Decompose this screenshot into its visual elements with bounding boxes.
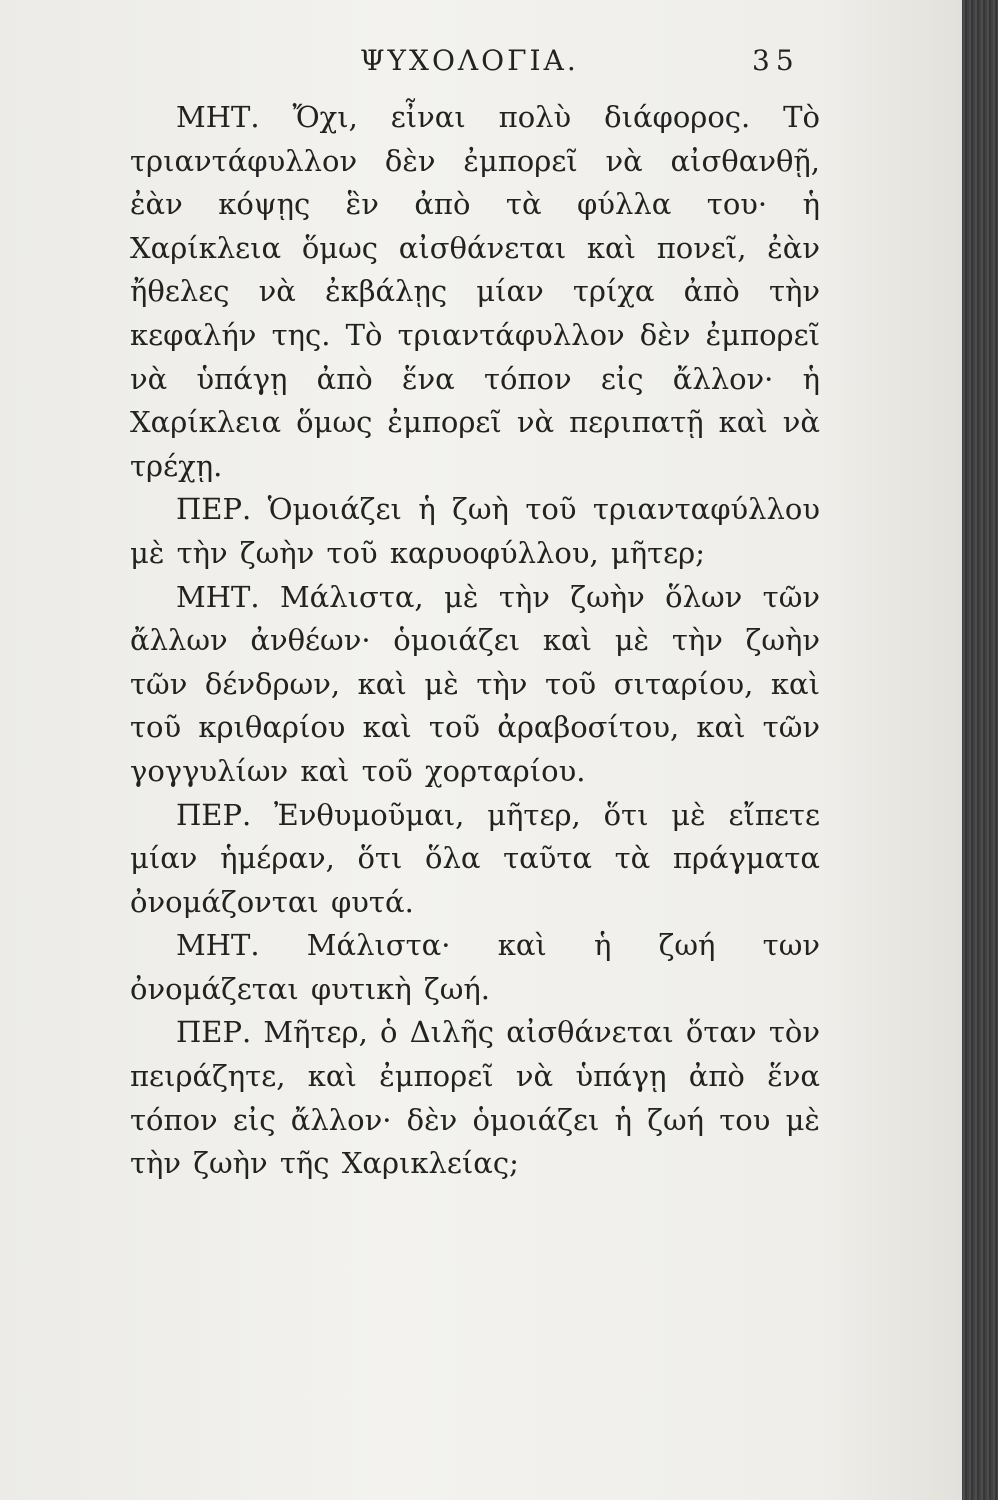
dialogue-paragraph: ΜΗΤ. Ὄχι, εἶναι πολὺ διάφορος. Τὸ τριαντάφυλλον δὲν ἐμπορεῖ νὰ αἰσθανθῇ, ἐὰν κόψῃς ἓν ἀπὸ τὰ φύλλα του· ἡ Χαρίκλεια ὅμως αἰσθάνεται καὶ πονεῖ, ἐὰν ἤθελες νὰ ἐκβάλῃς μίαν τρίχα ἀπὸ τὴν κεφαλήν της. Τὸ τριαντάφυλλον δὲν ἐμπορεῖ νὰ ὑπάγῃ ἀπὸ ἕνα τόπον εἰς ἄλλον· ἡ Χαρίκλεια ὅμως ἐμπορεῖ νὰ περιπατῇ καὶ νὰ τρέχῃ.	[130, 100, 820, 483]
dialogue-paragraph: ΜΗΤ. Μάλιστα, μὲ τὴν ζωὴν ὅλων τῶν ἄλλων ἀνθέων· ὁμοιάζει καὶ μὲ τὴν ζωὴν τῶν δένδρων, καὶ μὲ τὴν τοῦ σιταρίου, καὶ τοῦ κριθαρίου καὶ τοῦ ἀραβοσίτου, καὶ τῶν γογγυλίων καὶ τοῦ χορταρίου.	[130, 579, 820, 788]
dialogue-paragraph: ΜΗΤ. Μάλιστα· καὶ ἡ ζωή των ὀνομάζεται φυτικὴ ζωή.	[130, 928, 820, 1006]
page-number: 35	[752, 44, 800, 77]
page-header	[0, 44, 962, 84]
dialogue-paragraph: ΠΕΡ. Ὁμοιάζει ἡ ζωὴ τοῦ τριανταφύλλου μὲ τὴν ζωὴν τοῦ καρυοφύλλου, μῆτερ;	[130, 492, 820, 570]
book-page-edge	[962, 0, 998, 1500]
dialogue-paragraph: ΠΕΡ. Ἐνθυμοῦμαι, μῆτερ, ὅτι μὲ εἴπετε μίαν ἡμέραν, ὅτι ὅλα ταῦτα τὰ πράγματα ὀνομάζονται φυτά.	[130, 797, 820, 919]
running-title: ΨΥΧΟΛΟΓΙΑ.	[360, 44, 579, 77]
page-body	[130, 96, 820, 1186]
dialogue-paragraph: ΠΕΡ. Μῆτερ, ὁ Διλῆς αἰσθάνεται ὅταν τὸν πειράζητε, καὶ ἐμπορεῖ νὰ ὑπάγῃ ἀπὸ ἕνα τόπον εἰς ἄλλον· δὲν ὁμοιάζει ἡ ζωή του μὲ τὴν ζωὴν τῆς Χαρικλείας;	[130, 1015, 820, 1181]
